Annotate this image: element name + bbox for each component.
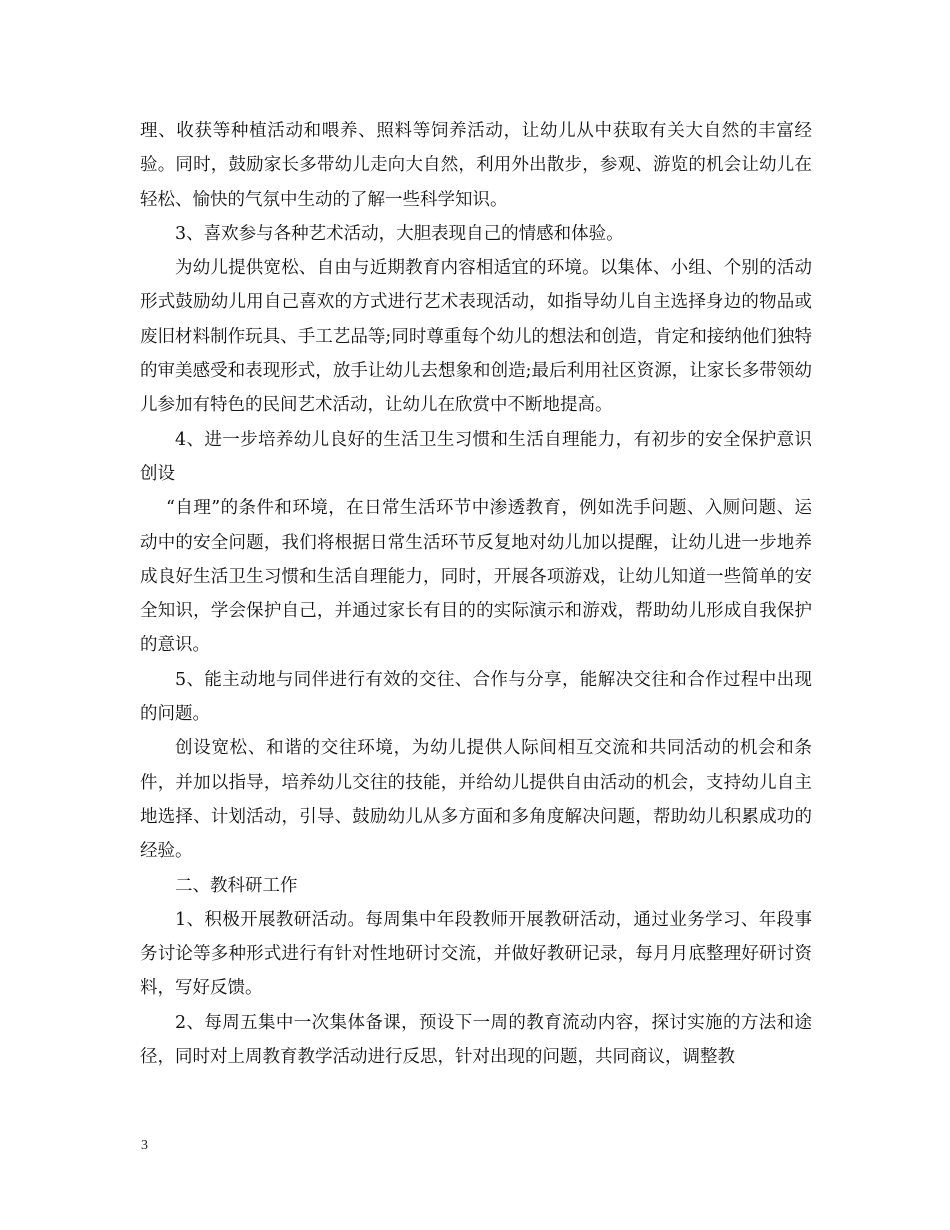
paragraph-continued-text: 理、收获等种植活动和喂养、照料等饲养活动，让幼儿从中获取有关大自然的丰富经验。同时，鼓励家长多带幼儿走向大自然，利用外出散步，参观、游览的机会让幼儿在轻松、愉快的气氛中生动的了解一些科学知识。: [140, 121, 812, 210]
paragraph-item-3-heading: 3、喜欢参与各种艺术活动，大胆表现自己的情感和体验。: [175, 223, 624, 244]
paragraph-item-5-heading: 5、能主动地与同伴进行有效的交往、合作与分享，能解决交往和合作过程中出现的问题。: [140, 669, 812, 725]
paragraph-self-care-content: “自理”的条件和环境，在日常生活环节中渗透教育，例如洗手问题、入厕问题、运动中的安全问题，我们将根据日常生活环节反复地对幼儿加以提醒，让幼儿进一步地养成良好生活卫生习惯和生活自理能力，同时，开展各项游戏，让幼儿知道一些简单的安全知识，学会保护自己，并通过家长有目的的实际演示和游戏，帮助幼儿形成自我保护的意识。: [140, 498, 812, 656]
document-body: [140, 114, 812, 1074]
paragraph-item-4-heading: 4、进一步培养幼儿良好的生活卫生习惯和生活自理能力，有初步的安全保护意识创设: [140, 429, 812, 484]
paragraph-research-item-1: 1、积极开展教研活动。每周集中年段教师开展教研活动，通过业务学习、年段事务讨论等多种形式进行有针对性地研讨交流，并做好教研记录，每月月底整理好研讨资料，写好反馈。: [140, 909, 812, 999]
paragraph-social-interaction-content: 创设宽松、和谐的交往环境，为幼儿提供人际间相互交流和共同活动的机会和条件，并加以指导，培养幼儿交往的技能，并给幼儿提供自由活动的机会，支持幼儿自主地选择、计划活动，引导、鼓励幼儿从多方面和多角度解决问题，帮助幼儿积累成功的经验。: [140, 738, 812, 862]
section-heading-research-work: 二、教科研工作: [175, 875, 298, 896]
paragraph-research-item-2: 2、每周五集中一次集体备课，预设下一周的教育流动内容，探讨实施的方法和途径，同时对上周教育教学活动进行反思，针对出现的问题，共同商议，调整教: [140, 1012, 812, 1068]
paragraph-art-activity-content: 为幼儿提供宽松、自由与近期教育内容相适宜的环境。以集体、小组、个别的活动形式鼓励幼儿用自己喜欢的方式进行艺术表现活动，如指导幼儿自主选择身边的物品或废旧材料制作玩具、手工艺品等;同时尊重每个幼儿的想法和创造，肯定和接纳他们独特的审美感受和表现形式，放手让幼儿去想象和创造;最后利用社区资源，让家长多带领幼儿参加有特色的民间艺术活动，让幼儿在欣赏中不断地提高。: [140, 258, 812, 416]
page-number: 3: [141, 1138, 148, 1153]
